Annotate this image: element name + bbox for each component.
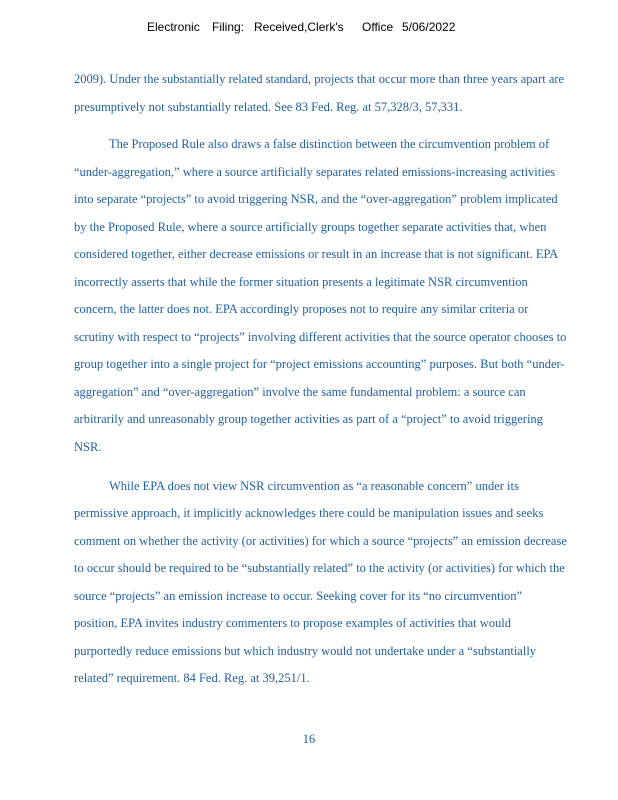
text-line: into separate “projects” to avoid triggering NSR, and the “over-aggregation” problem implicated xyxy=(74,192,558,206)
text-line: considered together, either decrease emissions or result in an increase that is not significant. EPA xyxy=(74,247,559,261)
text-line: incorrectly asserts that while the former situation presents a legitimate NSR circumvention xyxy=(74,275,528,289)
page-number: 16 xyxy=(302,732,316,746)
text-line: While EPA does not view NSR circumvention as “a reasonable concern” under its xyxy=(109,479,519,493)
text-line: presumptively not substantially related. See 83 Fed. Reg. at 57,328/3, 57,331. xyxy=(74,100,463,114)
text-line: The Proposed Rule also draws a false distinction between the circumvention problem of xyxy=(109,137,550,151)
text-line: arbitrarily and unreasonably group together activities as part of a “project” to avoid triggering xyxy=(74,412,543,426)
text-line: to occur should be required to be “substantially related” to the activity (or activities) for which the xyxy=(74,561,565,575)
header-filing: Filing: xyxy=(212,20,245,34)
text-line: aggregation” and “over-aggregation” involve the same fundamental problem: a source can xyxy=(74,385,526,399)
text-line: “under-aggregation,” where a source artificially separates related emissions-increasing activities xyxy=(74,165,556,179)
text-line: source “projects” an emission increase to occur. Seeking cover for its “no circumvention” xyxy=(74,589,523,603)
text-line: permissive approach, it implicitly acknowledges there could be manipulation issues and seeks xyxy=(74,506,544,520)
header-office: Office xyxy=(362,20,394,34)
filing-header xyxy=(0,20,618,36)
text-line: 2009). Under the substantially related standard, projects that occur more than three years apart are xyxy=(74,72,565,86)
header-date: 5/06/2022 xyxy=(402,20,456,34)
text-line: related” requirement. 84 Fed. Reg. at 39,251/1. xyxy=(74,671,310,685)
text-line: comment on whether the activity (or activities) for which a source “projects” an emission decrease xyxy=(74,534,567,548)
text-line: scrutiny with respect to “projects” involving different activities that the source operator chooses to xyxy=(74,330,567,344)
text-line: NSR. xyxy=(74,440,102,454)
text-line: group together into a single project for “project emissions accounting” purposes. But both “under- xyxy=(74,357,565,371)
text-line: purportedly reduce emissions but which industry would not undertake under a “substantially xyxy=(74,644,537,658)
text-line: by the Proposed Rule, where a source artificially groups together separate activities that, when xyxy=(74,220,547,234)
header-electronic: Electronic xyxy=(147,20,200,34)
header-received: Received,Clerk's xyxy=(254,20,344,34)
text-line: position, EPA invites industry commenters to propose examples of activities that would xyxy=(74,616,511,630)
text-line: concern, the latter does not. EPA accordingly proposes not to require any similar criteria or xyxy=(74,302,529,316)
